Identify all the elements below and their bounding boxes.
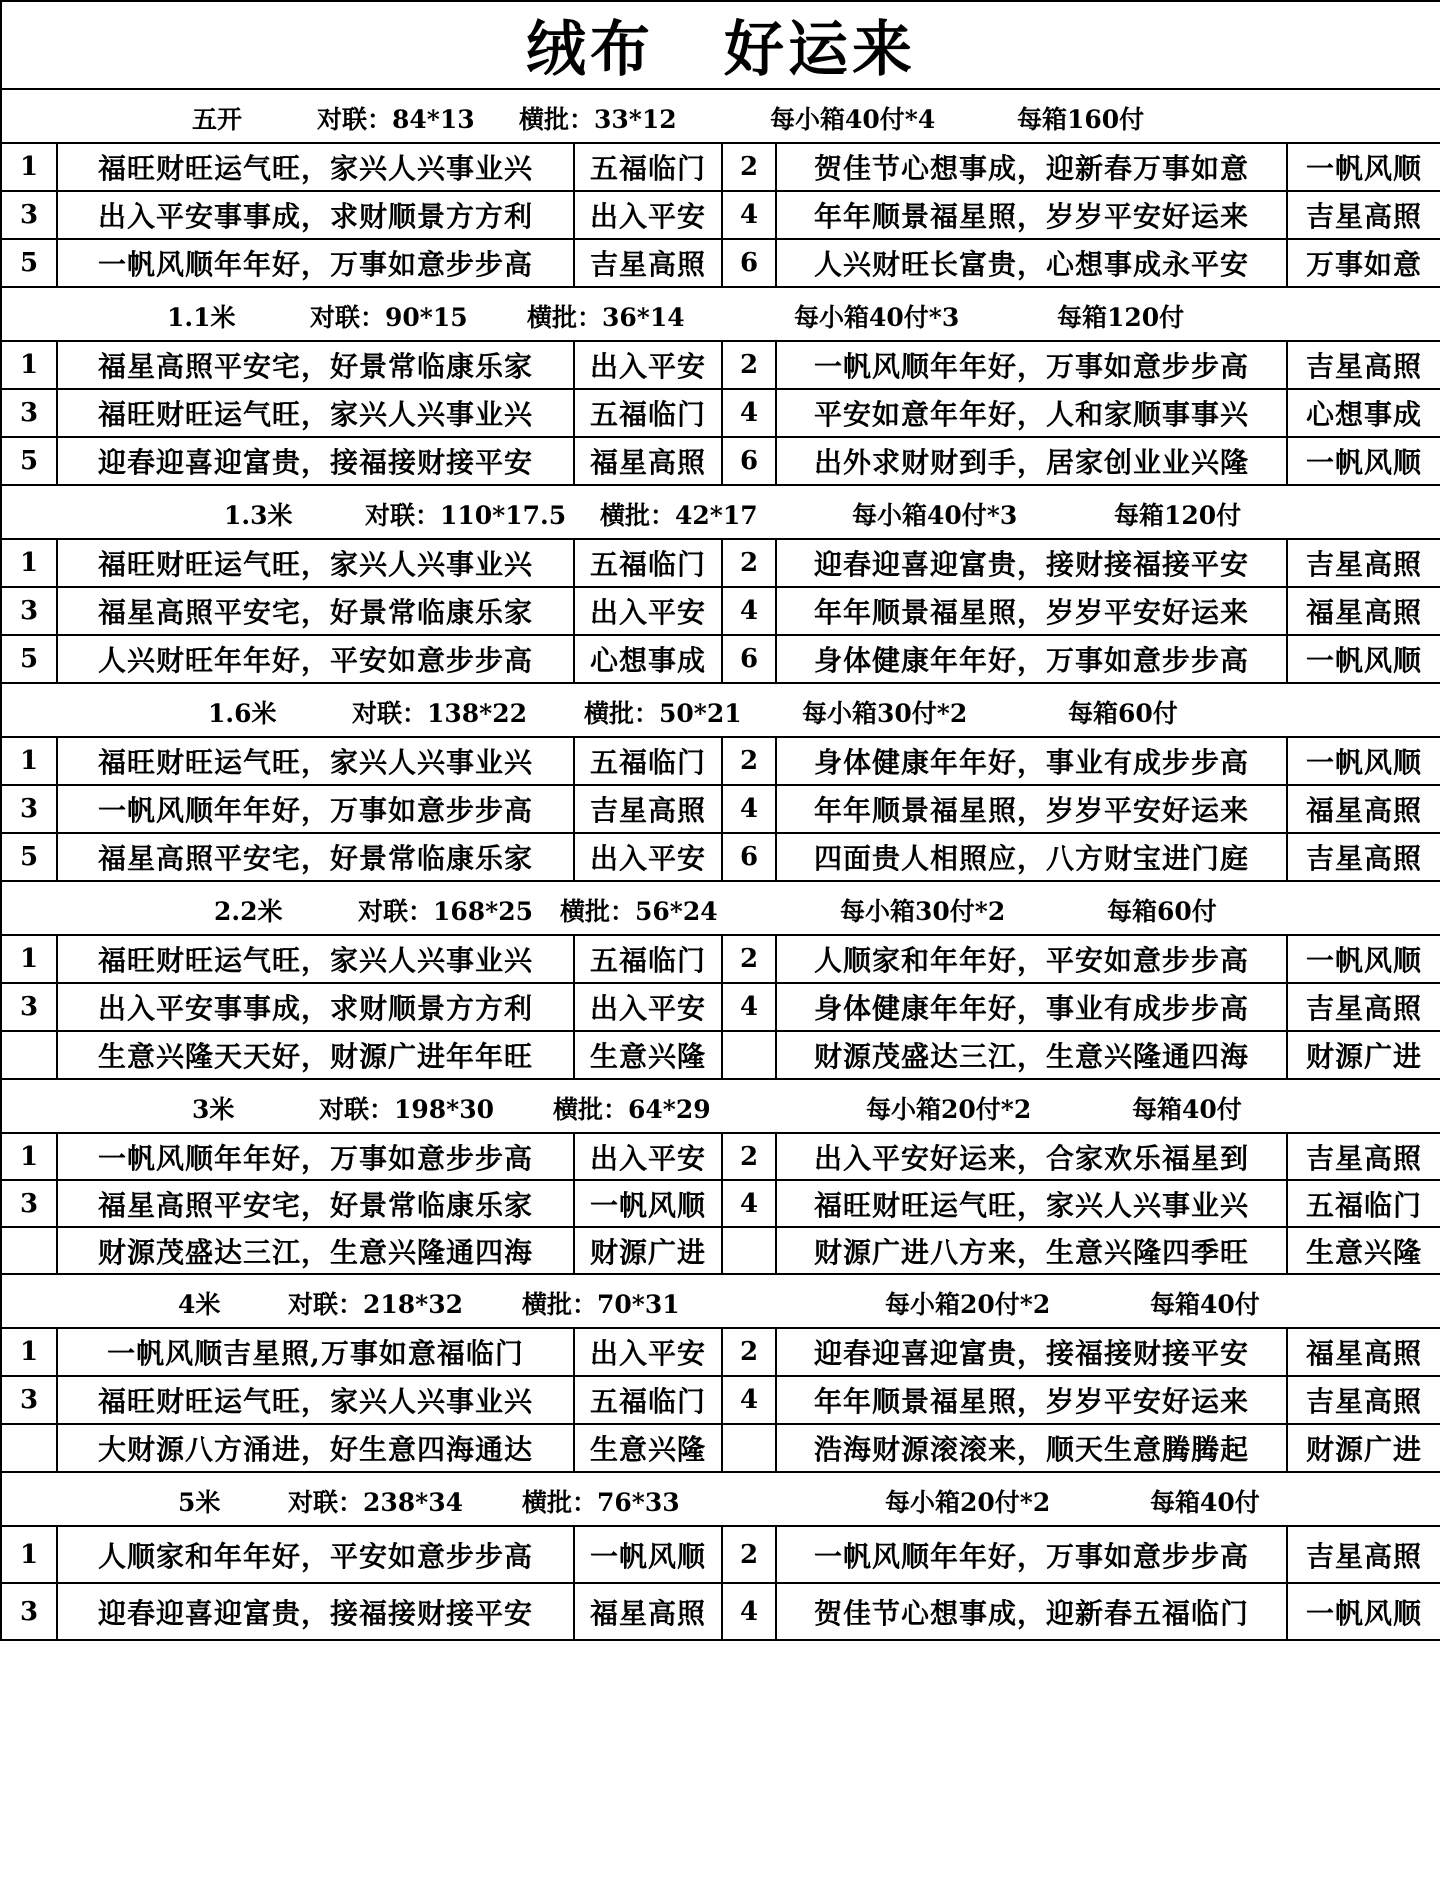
item-number <box>1 1227 57 1274</box>
table-row <box>1 1180 1440 1227</box>
couplet-text: 出外求财财到手，居家创业业兴隆 <box>776 437 1287 485</box>
couplet-text: 生意兴隆天天好，财源广进年年旺 <box>57 1031 574 1079</box>
header-couplet-size: 对联：90*15 <box>310 303 468 332</box>
banner-text: 五福临门 <box>574 539 722 587</box>
banner-text: 一帆风顺 <box>1287 935 1440 983</box>
table-row <box>1 983 1440 1031</box>
item-number: 3 <box>1 785 57 833</box>
item-number <box>722 1227 776 1274</box>
couplet-text: 福旺财旺运气旺，家兴人兴事业兴 <box>57 935 574 983</box>
title-series: 好运来 <box>724 15 917 85</box>
item-number: 4 <box>722 1180 776 1227</box>
section-header <box>1 1274 1440 1328</box>
header-small-box: 每小箱20付*2 <box>885 1290 1051 1319</box>
item-number: 2 <box>722 341 776 389</box>
item-number: 1 <box>1 539 57 587</box>
item-number: 2 <box>722 935 776 983</box>
header-small-box: 每小箱40付*3 <box>794 303 960 332</box>
item-number: 1 <box>1 737 57 785</box>
banner-text: 五福临门 <box>574 1376 722 1424</box>
couplet-text: 福旺财旺运气旺，家兴人兴事业兴 <box>57 539 574 587</box>
banner-text: 心想事成 <box>574 635 722 683</box>
header-banner-size: 横批：70*31 <box>522 1290 680 1319</box>
header-small-box: 每小箱30付*2 <box>840 897 1006 926</box>
couplet-text: 财源茂盛达三江，生意兴隆通四海 <box>776 1031 1287 1079</box>
section-header-cell <box>1 287 1440 341</box>
banner-text: 财源广进 <box>1287 1031 1440 1079</box>
couplet-text: 福星高照平安宅，好景常临康乐家 <box>57 1180 574 1227</box>
header-banner-size: 横批：76*33 <box>522 1488 680 1517</box>
item-number: 1 <box>1 935 57 983</box>
couplet-text: 福星高照平安宅，好景常临康乐家 <box>57 587 574 635</box>
table-row <box>1 1376 1440 1424</box>
section-header <box>1 287 1440 341</box>
couplet-text: 一帆风顺吉星照,万事如意福临门 <box>57 1328 574 1376</box>
item-number: 2 <box>722 539 776 587</box>
table-row <box>1 539 1440 587</box>
couplet-text: 出入平安好运来，合家欢乐福星到 <box>776 1133 1287 1180</box>
couplet-text: 四面贵人相照应，八方财宝进门庭 <box>776 833 1287 881</box>
banner-text: 吉星高照 <box>1287 1133 1440 1180</box>
table-row <box>1 1583 1440 1640</box>
couplet-text: 人顺家和年年好，平安如意步步高 <box>57 1526 574 1583</box>
item-number: 6 <box>722 437 776 485</box>
couplet-text: 身体健康年年好，事业有成步步高 <box>776 983 1287 1031</box>
couplet-text: 人兴财旺年年好，平安如意步步高 <box>57 635 574 683</box>
item-number: 6 <box>722 635 776 683</box>
table-row <box>1 737 1440 785</box>
banner-text: 吉星高照 <box>1287 1526 1440 1583</box>
section-header <box>1 881 1440 935</box>
couplet-text: 福旺财旺运气旺，家兴人兴事业兴 <box>57 389 574 437</box>
couplet-text: 迎春迎喜迎富贵，接福接财接平安 <box>776 1328 1287 1376</box>
couplet-text: 福旺财旺运气旺，家兴人兴事业兴 <box>57 1376 574 1424</box>
table-row <box>1 341 1440 389</box>
header-couplet-size: 对联：168*25 <box>358 897 534 926</box>
couplet-text: 财源茂盛达三江，生意兴隆通四海 <box>57 1227 574 1274</box>
header-couplet-size: 对联：198*30 <box>319 1095 495 1124</box>
item-number: 2 <box>722 1133 776 1180</box>
item-number <box>722 1424 776 1472</box>
couplet-text: 出入平安事事成，求财顺景方方利 <box>57 983 574 1031</box>
item-number: 3 <box>1 587 57 635</box>
banner-text: 出入平安 <box>574 833 722 881</box>
header-box: 每箱160付 <box>1017 105 1145 134</box>
item-number: 3 <box>1 1180 57 1227</box>
couplet-text: 出入平安事事成，求财顺景方方利 <box>57 191 574 239</box>
item-number: 1 <box>1 1526 57 1583</box>
banner-text: 吉星高照 <box>1287 833 1440 881</box>
banner-text: 出入平安 <box>574 341 722 389</box>
header-banner-size: 横批：36*14 <box>527 303 685 332</box>
item-number: 1 <box>1 143 57 191</box>
section-header-cell <box>1 1274 1440 1328</box>
title-row <box>1 1 1440 89</box>
table-row <box>1 785 1440 833</box>
banner-text: 福星高照 <box>1287 1328 1440 1376</box>
couplet-text: 一帆风顺年年好，万事如意步步高 <box>57 785 574 833</box>
couplet-text: 年年顺景福星照，岁岁平安好运来 <box>776 785 1287 833</box>
couplet-text: 迎春迎喜迎富贵，接福接财接平安 <box>57 1583 574 1640</box>
item-number: 5 <box>1 635 57 683</box>
item-number: 4 <box>722 1376 776 1424</box>
couplet-text: 福旺财旺运气旺，家兴人兴事业兴 <box>57 143 574 191</box>
header-banner-size: 横批：64*29 <box>553 1095 711 1124</box>
item-number: 1 <box>1 1133 57 1180</box>
item-number: 2 <box>722 737 776 785</box>
header-couplet-size: 对联：138*22 <box>352 699 528 728</box>
banner-text: 出入平安 <box>574 587 722 635</box>
header-size: 1.3米 <box>224 501 293 530</box>
item-number: 6 <box>722 833 776 881</box>
header-banner-size: 横批：50*21 <box>584 699 742 728</box>
section-header-cell <box>1 485 1440 539</box>
banner-text: 吉星高照 <box>1287 983 1440 1031</box>
banner-text: 生意兴隆 <box>574 1424 722 1472</box>
item-number <box>722 1031 776 1079</box>
item-number: 2 <box>722 143 776 191</box>
banner-text: 吉星高照 <box>1287 539 1440 587</box>
item-number: 6 <box>722 239 776 287</box>
banner-text: 出入平安 <box>574 1133 722 1180</box>
banner-text: 财源广进 <box>574 1227 722 1274</box>
banner-text: 生意兴隆 <box>574 1031 722 1079</box>
couplet-text: 福星高照平安宅，好景常临康乐家 <box>57 833 574 881</box>
couplet-text: 贺佳节心想事成，迎新春五福临门 <box>776 1583 1287 1640</box>
couplet-text: 一帆风顺年年好，万事如意步步高 <box>776 341 1287 389</box>
item-number <box>1 1424 57 1472</box>
banner-text: 心想事成 <box>1287 389 1440 437</box>
couplet-text: 迎春迎喜迎富贵，接福接财接平安 <box>57 437 574 485</box>
header-small-box: 每小箱40付*4 <box>770 105 936 134</box>
header-size: 5米 <box>178 1488 221 1517</box>
couplet-text: 人顺家和年年好，平安如意步步高 <box>776 935 1287 983</box>
banner-text: 一帆风顺 <box>1287 1583 1440 1640</box>
banner-text: 五福临门 <box>574 737 722 785</box>
table-row <box>1 1328 1440 1376</box>
item-number: 2 <box>722 1328 776 1376</box>
banner-text: 吉星高照 <box>574 239 722 287</box>
section-header-cell <box>1 89 1440 143</box>
couplet-text: 浩海财源滚滚来，顺天生意腾腾起 <box>776 1424 1287 1472</box>
couplet-text: 一帆风顺年年好，万事如意步步高 <box>776 1526 1287 1583</box>
header-box: 每箱120付 <box>1114 501 1242 530</box>
section-header <box>1 683 1440 737</box>
banner-text: 福星高照 <box>1287 587 1440 635</box>
banner-text: 一帆风顺 <box>574 1180 722 1227</box>
sheet-title <box>1 1 1440 89</box>
item-number: 1 <box>1 341 57 389</box>
item-number: 4 <box>722 389 776 437</box>
banner-text: 出入平安 <box>574 983 722 1031</box>
banner-text: 一帆风顺 <box>1287 143 1440 191</box>
header-small-box: 每小箱30付*2 <box>802 699 968 728</box>
item-number: 4 <box>722 785 776 833</box>
couplet-text: 身体健康年年好，万事如意步步高 <box>776 635 1287 683</box>
header-size: 1.1米 <box>167 303 236 332</box>
header-small-box: 每小箱20付*2 <box>885 1488 1051 1517</box>
banner-text: 吉星高照 <box>1287 191 1440 239</box>
title-material: 绒布 <box>526 15 655 85</box>
item-number: 5 <box>1 437 57 485</box>
table-row <box>1 935 1440 983</box>
banner-text: 出入平安 <box>574 1328 722 1376</box>
header-small-box: 每小箱40付*3 <box>852 501 1018 530</box>
section-header <box>1 89 1440 143</box>
item-number: 3 <box>1 983 57 1031</box>
header-size: 五开 <box>192 105 243 134</box>
header-banner-size: 横批：42*17 <box>600 501 758 530</box>
table-row <box>1 833 1440 881</box>
couplet-text: 大财源八方涌进，好生意四海通达 <box>57 1424 574 1472</box>
couplet-text: 人兴财旺长富贵，心想事成永平安 <box>776 239 1287 287</box>
banner-text: 财源广进 <box>1287 1424 1440 1472</box>
banner-text: 吉星高照 <box>1287 1376 1440 1424</box>
item-number: 2 <box>722 1526 776 1583</box>
table-row <box>1 191 1440 239</box>
couplet-text: 一帆风顺年年好，万事如意步步高 <box>57 239 574 287</box>
table-row <box>1 239 1440 287</box>
section-header-cell <box>1 1079 1440 1133</box>
item-number: 4 <box>722 1583 776 1640</box>
couplet-text: 年年顺景福星照，岁岁平安好运来 <box>776 587 1287 635</box>
header-size: 2.2米 <box>214 897 283 926</box>
banner-text: 福星高照 <box>574 1583 722 1640</box>
table-row <box>1 143 1440 191</box>
banner-text: 万事如意 <box>1287 239 1440 287</box>
couplet-text: 财源广进八方来，生意兴隆四季旺 <box>776 1227 1287 1274</box>
couplet-text: 平安如意年年好，人和家顺事事兴 <box>776 389 1287 437</box>
banner-text: 吉星高照 <box>574 785 722 833</box>
banner-text: 五福临门 <box>574 935 722 983</box>
table-row <box>1 1227 1440 1274</box>
table-row <box>1 389 1440 437</box>
item-number: 3 <box>1 1583 57 1640</box>
table-row <box>1 1424 1440 1472</box>
header-size: 1.6米 <box>208 699 277 728</box>
couplet-text: 一帆风顺年年好，万事如意步步高 <box>57 1133 574 1180</box>
banner-text: 出入平安 <box>574 191 722 239</box>
table-row <box>1 1526 1440 1583</box>
table-row <box>1 1031 1440 1079</box>
banner-text: 一帆风顺 <box>1287 437 1440 485</box>
couplet-text: 年年顺景福星照，岁岁平安好运来 <box>776 191 1287 239</box>
item-number: 5 <box>1 239 57 287</box>
item-number: 3 <box>1 389 57 437</box>
header-couplet-size: 对联：110*17.5 <box>365 501 567 530</box>
banner-text: 福星高照 <box>574 437 722 485</box>
section-header-cell <box>1 881 1440 935</box>
couplet-text: 年年顺景福星照，岁岁平安好运来 <box>776 1376 1287 1424</box>
header-box: 每箱40付 <box>1132 1095 1242 1124</box>
banner-text: 五福临门 <box>1287 1180 1440 1227</box>
header-couplet-size: 对联：218*32 <box>288 1290 464 1319</box>
header-couplet-size: 对联：238*34 <box>288 1488 464 1517</box>
header-box: 每箱60付 <box>1107 897 1217 926</box>
item-number: 4 <box>722 587 776 635</box>
section-header <box>1 1079 1440 1133</box>
table-row <box>1 1133 1440 1180</box>
item-number: 3 <box>1 1376 57 1424</box>
couplet-text: 身体健康年年好，事业有成步步高 <box>776 737 1287 785</box>
header-box: 每箱40付 <box>1150 1488 1260 1517</box>
section-header-cell <box>1 1472 1440 1526</box>
section-header <box>1 1472 1440 1526</box>
header-small-box: 每小箱20付*2 <box>866 1095 1032 1124</box>
header-size: 4米 <box>178 1290 221 1319</box>
header-size: 3米 <box>192 1095 235 1124</box>
item-number: 1 <box>1 1328 57 1376</box>
couplet-text: 福星高照平安宅，好景常临康乐家 <box>57 341 574 389</box>
couplet-text: 福旺财旺运气旺，家兴人兴事业兴 <box>776 1180 1287 1227</box>
section-header <box>1 485 1440 539</box>
banner-text: 一帆风顺 <box>574 1526 722 1583</box>
header-box: 每箱120付 <box>1057 303 1185 332</box>
header-couplet-size: 对联：84*13 <box>317 105 475 134</box>
table-row <box>1 635 1440 683</box>
header-box: 每箱60付 <box>1068 699 1178 728</box>
banner-text: 一帆风顺 <box>1287 737 1440 785</box>
banner-text: 五福临门 <box>574 143 722 191</box>
item-number <box>1 1031 57 1079</box>
banner-text: 五福临门 <box>574 389 722 437</box>
item-number: 4 <box>722 983 776 1031</box>
couplet-text: 福旺财旺运气旺，家兴人兴事业兴 <box>57 737 574 785</box>
banner-text: 福星高照 <box>1287 785 1440 833</box>
section-header-cell <box>1 683 1440 737</box>
header-banner-size: 横批：56*24 <box>560 897 718 926</box>
couplet-text: 贺佳节心想事成，迎新春万事如意 <box>776 143 1287 191</box>
item-number: 4 <box>722 191 776 239</box>
table-row <box>1 437 1440 485</box>
header-box: 每箱40付 <box>1150 1290 1260 1319</box>
banner-text: 吉星高照 <box>1287 341 1440 389</box>
couplet-text: 迎春迎喜迎富贵，接财接福接平安 <box>776 539 1287 587</box>
table-row <box>1 587 1440 635</box>
header-banner-size: 横批：33*12 <box>519 105 677 134</box>
banner-text: 一帆风顺 <box>1287 635 1440 683</box>
banner-text: 生意兴隆 <box>1287 1227 1440 1274</box>
item-number: 3 <box>1 191 57 239</box>
item-number: 5 <box>1 833 57 881</box>
